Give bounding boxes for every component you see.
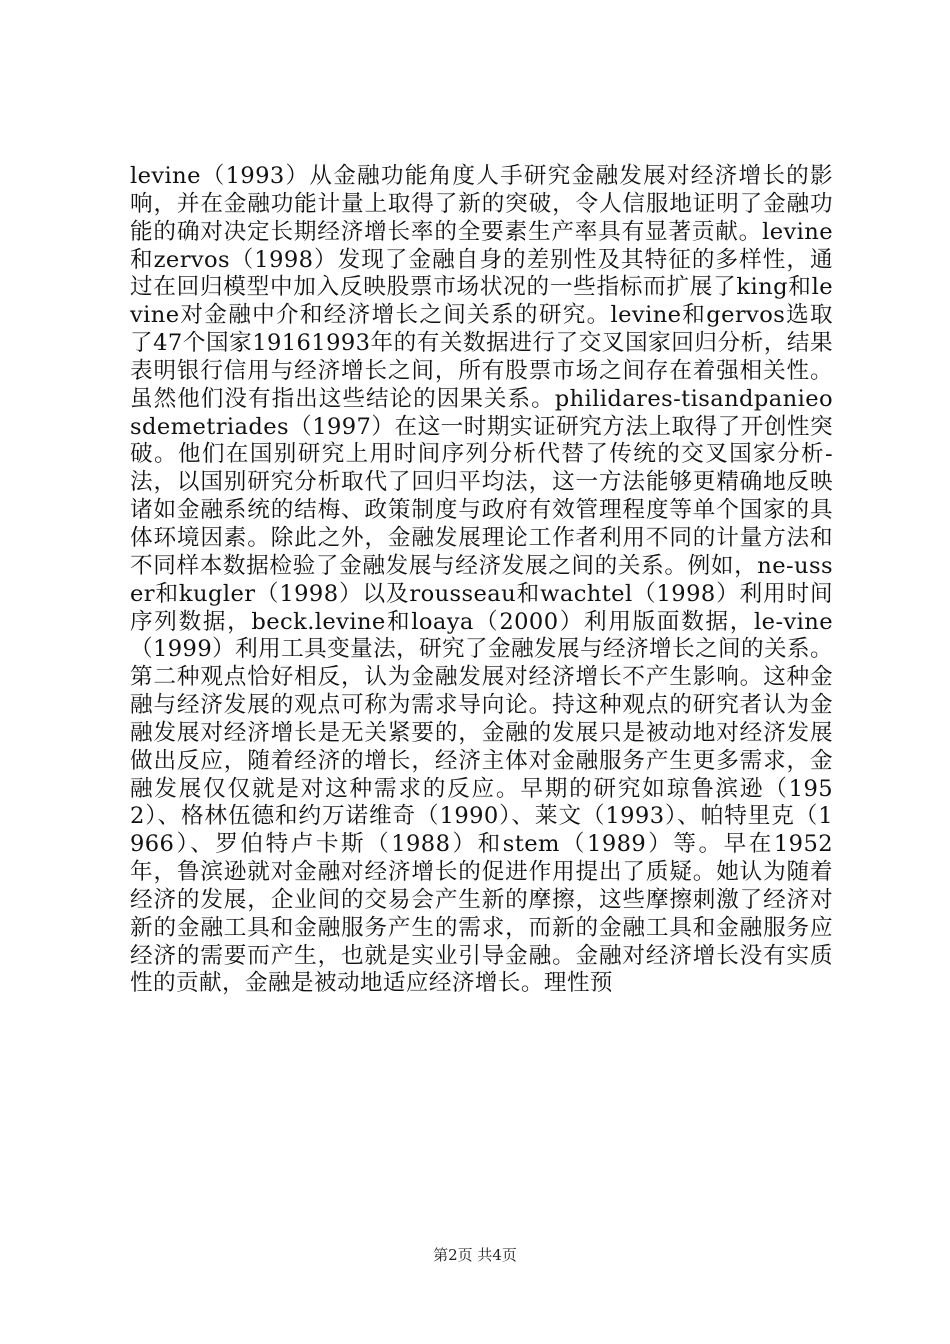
page-number-footer: 第2页 共4页 [433, 1246, 517, 1264]
body-paragraph: levine（1993）从金融功能角度人手研究金融发展对经济增长的影响，并在金融功能计量上取得了新的突破，令人信服地证明了金融功能的确对决定长期经济增长率的全要素生产率具有显著贡献。levine和zervos（1998）发现了金融自身的差别性及其特征的多样性，通过在回归模型中加入反映股票市场状况的一些指标而扩展了king和levine对金融中介和经济增长之间关系的研究。levine和gervos选取了47个国家19161993年的有关数据进行了交叉国家回归分析，结果表明银行信用与经济增长之间，所有股票市场之间存在着强相关性。虽然他们没有指出这些结论的因果关系。philidares-tisandpanieosdemetriades（1997）在这一时期实证研究方法上取得了开创性突破。他们在国别研究上用时间序列分析代替了传统的交叉国家分析-法，以国别研究分析取代了回归平均法，这一方法能够更精确地反映诸如金融系统的结梅、政策制度与政府有效管理程度等单个国家的具体环境因素。除此之外，金融发展理论工作者利用不同的计量方法和不同样本数据检验了金融发展与经济发展之间的关系。例如，ne-usser和kugler（1998）以及rousseau和wachtel（1998）利用时间序列数据，beck.levine和loaya（2000）利用版面数据，le-vine（1999）利用工具变量法，研究了金融发展与经济增长之间的关系。第二种观点恰好相反，认为金融发展对经济增长不产生影响。这种金融与经济发展的观点可称为需求导向论。持这种观点的研究者认为金融发展对经济增长是无关紧要的，金融的发展只是被动地对经济发展做出反应，随着经济的增长，经济主体对金融服务产生更多需求，金融发展仅仅就是对这种需求的反应。早期的研究如琼鲁滨逊（1952）、格林伍德和约万诺维奇（1990）、莱文（1993）、帕特里克（1966）、罗伯特卢卡斯（1988）和stem（1989）等。早在1952年，鲁滨逊就对金融对经济增长的促进作用提出了质疑。她认为随着经济的发展，企业间的交易会产生新的摩擦，这些摩擦刺激了经济对新的金融工具和金融服务产生的需求，而新的金融工具和金融服务应经济的需要而产生，也就是实业引导金融。金融对经济增长没有实质性的贡献，金融是被动地适应经济增长。理性预 [130, 163, 833, 997]
